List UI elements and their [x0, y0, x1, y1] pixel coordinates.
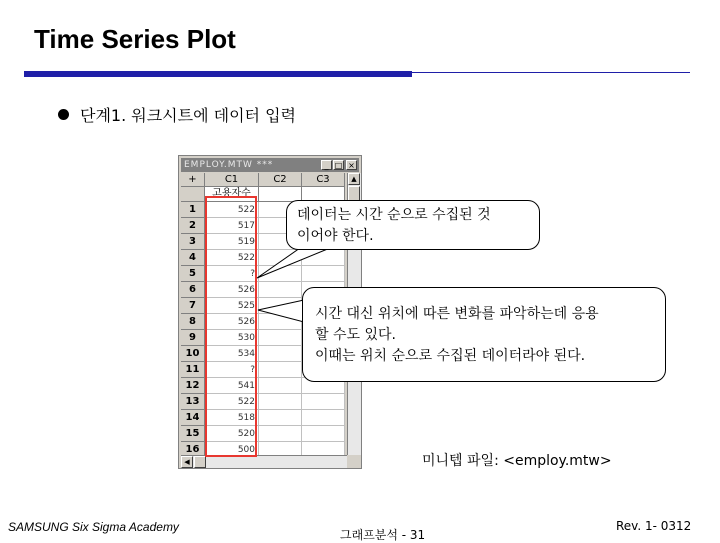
- c2-cell[interactable]: [259, 250, 302, 266]
- c1-highlight-box: [205, 196, 257, 457]
- c3-cell[interactable]: [302, 250, 345, 266]
- c2-cell[interactable]: [259, 314, 302, 330]
- bullet-text: 단계1. 워크시트에 데이터 입력: [80, 106, 296, 125]
- row-header[interactable]: 3: [181, 234, 205, 250]
- c1-cell[interactable]: 522: [205, 202, 259, 218]
- scroll-left-icon[interactable]: ◀: [181, 456, 193, 468]
- c2-cell[interactable]: [259, 394, 302, 410]
- c2-cell[interactable]: [259, 282, 302, 298]
- title-underline-thin: [412, 72, 690, 73]
- row-header[interactable]: 2: [181, 218, 205, 234]
- row-header[interactable]: 7: [181, 298, 205, 314]
- maximize-icon[interactable]: □: [334, 161, 343, 170]
- c1-cell[interactable]: 518: [205, 410, 259, 426]
- row-header[interactable]: 11: [181, 362, 205, 378]
- c1-cell[interactable]: 534: [205, 346, 259, 362]
- close-icon[interactable]: ×: [346, 160, 357, 170]
- c2-cell[interactable]: [259, 410, 302, 426]
- column-header-c1[interactable]: C1: [205, 173, 259, 187]
- footer-page: 그래프분석 - 31: [340, 528, 426, 542]
- slide-title: Time Series Plot: [34, 24, 236, 54]
- title-underline-thick: [24, 71, 412, 77]
- callout-time-order: [286, 200, 540, 250]
- c1-cell[interactable]: 541: [205, 378, 259, 394]
- corner-arrow-icon[interactable]: +: [181, 173, 205, 187]
- row-header[interactable]: 13: [181, 394, 205, 410]
- callout1-line1: 데이터는 시간 순으로 수집된 것: [297, 207, 491, 223]
- column-header-c2[interactable]: C2: [259, 173, 302, 187]
- c3-cell[interactable]: [302, 266, 345, 282]
- callout2-line2: 할 수도 있다.: [315, 327, 396, 343]
- c1-cell[interactable]: 525: [205, 298, 259, 314]
- row-header[interactable]: 16: [181, 442, 205, 458]
- c1-cell[interactable]: 500: [205, 442, 259, 458]
- row-header[interactable]: 12: [181, 378, 205, 394]
- row-header[interactable]: 10: [181, 346, 205, 362]
- row-header[interactable]: 14: [181, 410, 205, 426]
- scroll-up-icon[interactable]: ▲: [348, 173, 360, 185]
- c1-cell[interactable]: 522: [205, 394, 259, 410]
- c2-cell[interactable]: [259, 378, 302, 394]
- footer-revision: Rev. 1- 0312: [616, 519, 692, 533]
- callout-position-order: [302, 287, 666, 382]
- minimize-icon[interactable]: _: [321, 160, 332, 170]
- c1-cell[interactable]: 520: [205, 426, 259, 442]
- c1-cell[interactable]: 519: [205, 234, 259, 250]
- c1-cell[interactable]: 526: [205, 282, 259, 298]
- callout2-line3: 이때는 위치 순으로 수집된 데이터라야 된다.: [315, 348, 586, 364]
- c2-cell[interactable]: [259, 298, 302, 314]
- column-header-c3[interactable]: C3: [302, 173, 345, 187]
- column-name-c1[interactable]: 고용자수: [205, 187, 259, 202]
- c2-cell[interactable]: [259, 330, 302, 346]
- c1-cell[interactable]: 526: [205, 314, 259, 330]
- callout1-line2: 이어야 한다.: [297, 228, 374, 244]
- c1-cell[interactable]: 530: [205, 330, 259, 346]
- worksheet-title: EMPLOY.MTW ***: [184, 160, 274, 170]
- row-header[interactable]: 5: [181, 266, 205, 282]
- row-header[interactable]: 1: [181, 202, 205, 218]
- c2-cell[interactable]: [259, 426, 302, 442]
- minitab-file-note: 미니텝 파일: <employ.mtw>: [422, 453, 612, 469]
- c3-cell[interactable]: [302, 426, 345, 442]
- c1-cell[interactable]: 522: [205, 250, 259, 266]
- worksheet-titlebar[interactable]: [181, 158, 359, 172]
- name-row-header: [181, 187, 205, 202]
- bullet-icon: [58, 109, 69, 120]
- c3-cell[interactable]: [302, 410, 345, 426]
- row-header[interactable]: 6: [181, 282, 205, 298]
- row-header[interactable]: 4: [181, 250, 205, 266]
- row-header[interactable]: 9: [181, 330, 205, 346]
- c1-cell[interactable]: 517: [205, 218, 259, 234]
- row-header[interactable]: 8: [181, 314, 205, 330]
- c1-cell[interactable]: ?: [205, 362, 259, 378]
- c2-cell[interactable]: [259, 266, 302, 282]
- c3-cell[interactable]: [302, 394, 345, 410]
- footer-academy: SAMSUNG Six Sigma Academy: [8, 520, 179, 534]
- callout2-line1: 시간 대신 위치에 따른 변화를 파악하는데 응용: [315, 306, 599, 322]
- c2-cell[interactable]: [259, 346, 302, 362]
- c1-cell[interactable]: ?: [205, 266, 259, 282]
- row-header[interactable]: 15: [181, 426, 205, 442]
- c2-cell[interactable]: [259, 362, 302, 378]
- hscroll-thumb[interactable]: [194, 456, 206, 468]
